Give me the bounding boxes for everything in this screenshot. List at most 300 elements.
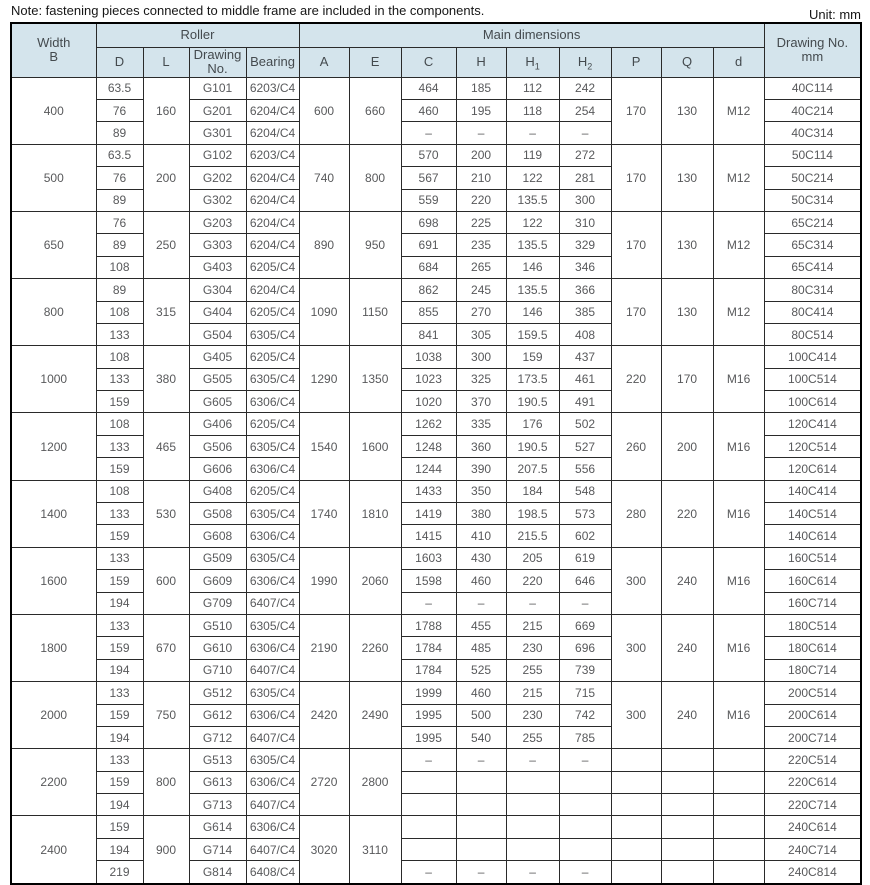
cell-drawing-no: G404 [189,301,246,323]
cell-h: 220 [456,189,506,211]
cell-thread-d [713,816,764,838]
cell-bearing: 6205/C4 [246,413,299,435]
cell-drawing-no: G201 [189,99,246,121]
cell-h1: 230 [506,637,559,659]
cell-h2 [559,794,611,816]
cell-drawing-no: G509 [189,547,246,569]
cell-h: 265 [456,256,506,278]
cell-roller-l: 200 [143,144,189,211]
cell-bearing: 6204/C4 [246,234,299,256]
cell-drawing-code: 80C414 [764,301,861,323]
cell-drawing-no: G506 [189,435,246,457]
col-header-thread-d: d [713,47,764,77]
cell-c: 567 [401,167,456,189]
cell-c: 1995 [401,704,456,726]
cell-c: – [401,749,456,771]
cell-h1: 119 [506,144,559,166]
cell-roller-d: 219 [96,861,143,884]
cell-c: 1788 [401,614,456,636]
cell-roller-l: 250 [143,211,189,278]
cell-thread-d: M16 [713,346,764,413]
cell-drawing-code: 120C614 [764,458,861,480]
cell-h2: 502 [559,413,611,435]
cell-q: 240 [661,547,713,614]
cell-p [611,861,661,884]
cell-h2: 715 [559,682,611,704]
cell-width-b: 800 [11,279,96,346]
cell-roller-d: 159 [96,704,143,726]
cell-c: 862 [401,279,456,301]
cell-h: 305 [456,323,506,345]
cell-bearing: 6203/C4 [246,77,299,99]
cell-roller-d: 159 [96,771,143,793]
cell-h2: 573 [559,503,611,525]
cell-p [611,771,661,793]
cell-q: 220 [661,480,713,547]
cell-roller-d: 194 [96,838,143,860]
cell-roller-d: 194 [96,794,143,816]
cell-drawing-no: G505 [189,368,246,390]
cell-roller-d: 159 [96,570,143,592]
cell-e: 800 [349,144,401,211]
cell-h1: 190.5 [506,435,559,457]
cell-roller-d: 89 [96,234,143,256]
cell-drawing-code: 65C414 [764,256,861,278]
cell-h2: 556 [559,458,611,480]
cell-drawing-no: G712 [189,726,246,748]
cell-h2: 408 [559,323,611,345]
cell-bearing: 6306/C4 [246,704,299,726]
cell-e: 1600 [349,413,401,480]
cell-bearing: 6305/C4 [246,547,299,569]
cell-drawing-no: G203 [189,211,246,233]
cell-drawing-code: 40C214 [764,99,861,121]
cell-roller-l: 530 [143,480,189,547]
cell-c: 1038 [401,346,456,368]
cell-c: 855 [401,301,456,323]
cell-thread-d: M12 [713,77,764,144]
col-header-c: C [401,47,456,77]
cell-c: – [401,592,456,614]
cell-h2 [559,771,611,793]
cell-h1: 122 [506,167,559,189]
cell-h: 225 [456,211,506,233]
cell-h: 380 [456,503,506,525]
cell-width-b: 650 [11,211,96,278]
table-row [11,682,861,704]
cell-drawing-code: 240C614 [764,816,861,838]
table-row [11,749,861,771]
cell-h: – [456,592,506,614]
cell-h1: – [506,122,559,144]
cell-roller-d: 194 [96,592,143,614]
h1-base: H [525,53,535,69]
cell-roller-d: 108 [96,256,143,278]
cell-bearing: 6204/C4 [246,167,299,189]
cell-roller-d: 63.5 [96,77,143,99]
cell-p [611,838,661,860]
cell-c: 1784 [401,637,456,659]
cell-h: 300 [456,346,506,368]
cell-roller-d: 194 [96,659,143,681]
cell-roller-d: 108 [96,480,143,502]
cell-drawing-no: G613 [189,771,246,793]
cell-bearing: 6205/C4 [246,301,299,323]
cell-width-b: 1600 [11,547,96,614]
cell-a: 2420 [299,682,349,749]
width-b-line2: B [49,49,59,65]
cell-p: 170 [611,77,661,144]
cell-drawing-no: G606 [189,458,246,480]
cell-h2: 646 [559,570,611,592]
cell-roller-l: 900 [143,816,189,884]
cell-c [401,816,456,838]
cell-q [661,771,713,793]
cell-roller-l: 160 [143,77,189,144]
cell-h2: 548 [559,480,611,502]
cell-h1: 159 [506,346,559,368]
cell-h1: 135.5 [506,189,559,211]
cell-c: 570 [401,144,456,166]
table-row [11,794,861,816]
cell-h: 540 [456,726,506,748]
cell-h1: 220 [506,570,559,592]
width-b-line1: Width [37,34,71,50]
cell-bearing: 6205/C4 [246,256,299,278]
cell-a: 890 [299,211,349,278]
table-row [11,838,861,860]
cell-roller-d: 76 [96,167,143,189]
cell-drawing-code: 160C614 [764,570,861,592]
cell-drawing-no: G102 [189,144,246,166]
cell-h1: 118 [506,99,559,121]
cell-thread-d: M12 [713,144,764,211]
col-header-p: P [611,47,661,77]
table-row [11,211,861,233]
cell-p: 170 [611,144,661,211]
cell-drawing-code: 40C314 [764,122,861,144]
cell-p: 170 [611,279,661,346]
cell-drawing-code: 65C314 [764,234,861,256]
cell-drawing-code: 50C114 [764,144,861,166]
cell-roller-d: 159 [96,458,143,480]
cell-drawing-code: 160C514 [764,547,861,569]
cell-drawing-no: G302 [189,189,246,211]
cell-bearing: 6306/C4 [246,771,299,793]
cell-drawing-code: 200C714 [764,726,861,748]
cell-bearing: 6204/C4 [246,211,299,233]
cell-drawing-code: 50C214 [764,167,861,189]
cell-bearing: 6205/C4 [246,346,299,368]
cell-roller-d: 133 [96,614,143,636]
h1-subscript: 1 [534,61,540,72]
cell-h: 430 [456,547,506,569]
col-header-roller: Roller [96,23,299,47]
cell-c: 1248 [401,435,456,457]
cell-h1: 176 [506,413,559,435]
cell-thread-d: M16 [713,413,764,480]
cell-drawing-no: G202 [189,167,246,189]
cell-h2: 461 [559,368,611,390]
cell-thread-d [713,838,764,860]
cell-h: 195 [456,99,506,121]
cell-roller-d: 133 [96,749,143,771]
cell-width-b: 1400 [11,480,96,547]
cell-p [611,816,661,838]
cell-h1 [506,794,559,816]
cell-h2: – [559,861,611,884]
cell-c: – [401,861,456,884]
cell-roller-d: 133 [96,323,143,345]
cell-e: 2060 [349,547,401,614]
table-row [11,144,861,166]
cell-drawing-code: 40C114 [764,77,861,99]
cell-drawing-no: G512 [189,682,246,704]
cell-bearing: 6203/C4 [246,144,299,166]
drawing-no-line2: No. [207,61,228,77]
cell-p: 300 [611,614,661,681]
cell-drawing-code: 100C414 [764,346,861,368]
cell-c [401,794,456,816]
cell-h1: 255 [506,726,559,748]
col-header-drawing-no-mm [764,23,861,77]
col-header-d: D [96,47,143,77]
cell-h2: 491 [559,391,611,413]
cell-roller-l: 600 [143,547,189,614]
cell-h1: 159.5 [506,323,559,345]
cell-c: 1598 [401,570,456,592]
col-header-width-b [11,23,96,77]
cell-bearing: 6305/C4 [246,368,299,390]
cell-e: 3110 [349,816,401,884]
cell-h: 370 [456,391,506,413]
cell-q: 130 [661,279,713,346]
cell-h: 390 [456,458,506,480]
cell-h [456,794,506,816]
col-header-a: A [299,47,349,77]
cell-h2 [559,838,611,860]
cell-h: 460 [456,570,506,592]
cell-h2: – [559,592,611,614]
cell-h1: 146 [506,256,559,278]
cell-drawing-code: 80C314 [764,279,861,301]
cell-h: 325 [456,368,506,390]
cell-c: 460 [401,99,456,121]
cell-h [456,771,506,793]
cell-drawing-no: G513 [189,749,246,771]
drawing-no-mm-line1: Drawing No. [776,34,849,50]
cell-bearing: 6306/C4 [246,816,299,838]
table-row [11,413,861,435]
cell-thread-d: M16 [713,547,764,614]
cell-drawing-no: G610 [189,637,246,659]
cell-drawing-code: 80C514 [764,323,861,345]
cell-thread-d: M16 [713,682,764,749]
cell-c: 1419 [401,503,456,525]
cell-a: 1090 [299,279,349,346]
cell-p [611,794,661,816]
cell-h: – [456,861,506,884]
cell-h1: 135.5 [506,234,559,256]
cell-p [611,749,661,771]
cell-h: 525 [456,659,506,681]
cell-h1 [506,838,559,860]
cell-c: 464 [401,77,456,99]
cell-c: 1262 [401,413,456,435]
cell-p: 300 [611,682,661,749]
cell-h1: 198.5 [506,503,559,525]
cell-a: 3020 [299,816,349,884]
cell-h2: 527 [559,435,611,457]
cell-drawing-no: G710 [189,659,246,681]
cell-roller-d: 159 [96,637,143,659]
cell-width-b: 1000 [11,346,96,413]
cell-h: 455 [456,614,506,636]
cell-p: 280 [611,480,661,547]
cell-q [661,861,713,884]
cell-q [661,794,713,816]
cell-h2: 785 [559,726,611,748]
cell-h2 [559,816,611,838]
cell-drawing-code: 65C214 [764,211,861,233]
cell-drawing-no: G605 [189,391,246,413]
cell-h: 350 [456,480,506,502]
cell-p: 170 [611,211,661,278]
cell-a: 1990 [299,547,349,614]
cell-thread-d: M16 [713,480,764,547]
table-row [11,771,861,793]
cell-drawing-no: G614 [189,816,246,838]
cell-q: 200 [661,413,713,480]
cell-width-b: 1800 [11,614,96,681]
cell-q: 130 [661,144,713,211]
cell-bearing: 6305/C4 [246,323,299,345]
cell-c: 1995 [401,726,456,748]
cell-roller-l: 670 [143,614,189,681]
cell-h: 235 [456,234,506,256]
cell-h [456,816,506,838]
cell-drawing-code: 100C614 [764,391,861,413]
cell-bearing: 6305/C4 [246,749,299,771]
cell-c: 1415 [401,525,456,547]
cell-drawing-code: 120C414 [764,413,861,435]
cell-e: 2490 [349,682,401,749]
cell-c: 1603 [401,547,456,569]
cell-thread-d [713,861,764,884]
cell-width-b: 2000 [11,682,96,749]
cell-a: 1740 [299,480,349,547]
cell-h2: 242 [559,77,611,99]
cell-drawing-code: 200C614 [764,704,861,726]
cell-bearing: 6306/C4 [246,458,299,480]
cell-roller-d: 76 [96,211,143,233]
cell-drawing-no: G612 [189,704,246,726]
cell-drawing-no: G304 [189,279,246,301]
cell-bearing: 6407/C4 [246,659,299,681]
cell-h2: – [559,122,611,144]
cell-h1: 215 [506,682,559,704]
cell-c: 841 [401,323,456,345]
cell-bearing: 6305/C4 [246,435,299,457]
cell-h2: 281 [559,167,611,189]
col-header-e: E [349,47,401,77]
cell-h1: 184 [506,480,559,502]
cell-drawing-code: 160C714 [764,592,861,614]
unit-label: Unit: mm [809,7,861,22]
cell-h2: 272 [559,144,611,166]
cell-width-b: 500 [11,144,96,211]
cell-h2: 742 [559,704,611,726]
col-header-q: Q [661,47,713,77]
table-row [11,279,861,301]
cell-bearing: 6305/C4 [246,614,299,636]
drawing-no-line1: Drawing [193,46,242,62]
cell-thread-d [713,794,764,816]
table-row [11,816,861,838]
cell-roller-l: 750 [143,682,189,749]
cell-h1: 215 [506,614,559,636]
cell-drawing-code: 140C614 [764,525,861,547]
cell-roller-d: 159 [96,525,143,547]
cell-c: – [401,122,456,144]
cell-bearing: 6306/C4 [246,525,299,547]
cell-bearing: 6204/C4 [246,189,299,211]
cell-h1: – [506,749,559,771]
cell-width-b: 400 [11,77,96,144]
cell-c: 1020 [401,391,456,413]
cell-q [661,838,713,860]
cell-a: 2190 [299,614,349,681]
cell-h: 200 [456,144,506,166]
cell-a: 2720 [299,749,349,816]
note-text: Note: fastening pieces connected to middle frame are included in the components. [11,3,485,18]
cell-h: 460 [456,682,506,704]
cell-h2: – [559,749,611,771]
cell-c: 1999 [401,682,456,704]
cell-h2: 310 [559,211,611,233]
cell-drawing-no: G403 [189,256,246,278]
col-header-h1 [506,47,559,77]
cell-c: 1784 [401,659,456,681]
cell-width-b: 2400 [11,816,96,884]
cell-h: – [456,122,506,144]
cell-c: 1023 [401,368,456,390]
cell-drawing-no: G814 [189,861,246,884]
cell-e: 2800 [349,749,401,816]
table-row [11,614,861,636]
cell-h [456,838,506,860]
cell-drawing-no: G408 [189,480,246,502]
cell-bearing: 6306/C4 [246,570,299,592]
cell-drawing-code: 180C614 [764,637,861,659]
cell-drawing-no: G406 [189,413,246,435]
cell-roller-d: 76 [96,99,143,121]
cell-h1: 122 [506,211,559,233]
cell-h2: 696 [559,637,611,659]
cell-thread-d [713,771,764,793]
cell-drawing-code: 140C414 [764,480,861,502]
cell-h2: 669 [559,614,611,636]
cell-drawing-code: 220C614 [764,771,861,793]
col-header-l: L [143,47,189,77]
cell-thread-d: M12 [713,279,764,346]
cell-h2: 619 [559,547,611,569]
cell-drawing-code: 240C714 [764,838,861,860]
cell-h2: 366 [559,279,611,301]
cell-bearing: 6408/C4 [246,861,299,884]
cell-bearing: 6407/C4 [246,838,299,860]
cell-roller-d: 89 [96,279,143,301]
